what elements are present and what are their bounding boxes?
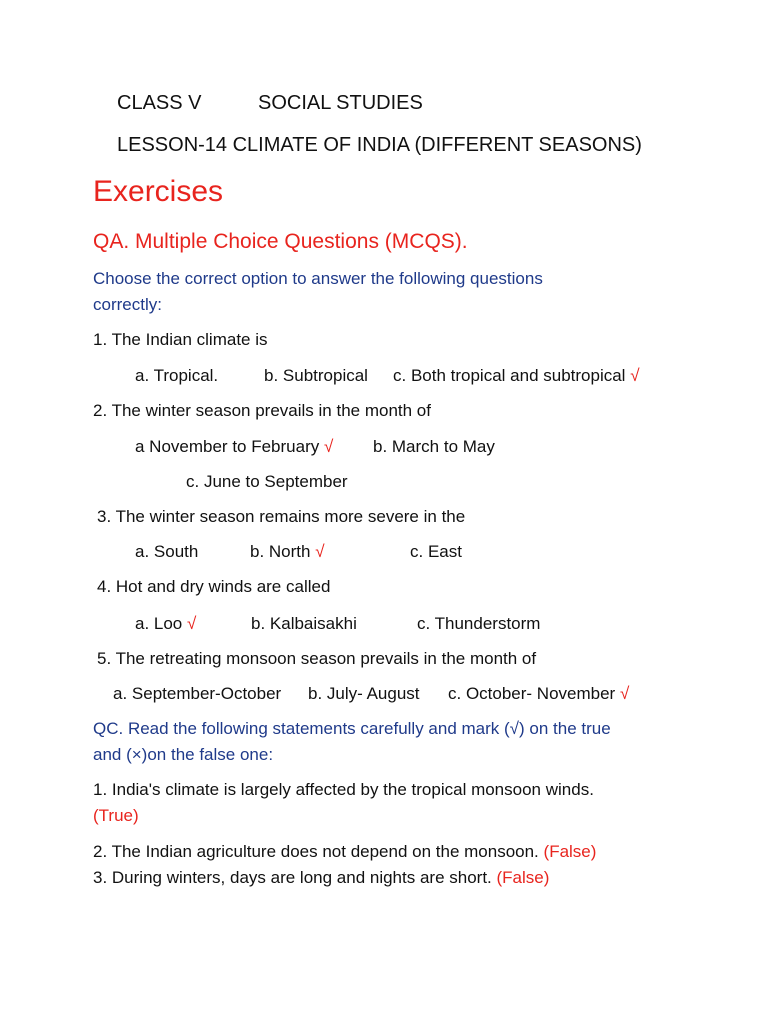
section-a-instruction-cont: correctly: <box>93 295 162 314</box>
q4-option-b: b. Kalbaisakhi <box>251 614 357 633</box>
q2-option-b: b. March to May <box>373 437 495 456</box>
q4-option-a: a. Loo √ <box>135 614 197 633</box>
q2-option-c: c. June to September <box>186 472 348 491</box>
q2-option-a: a November to February √ <box>135 437 334 456</box>
section-c-title: QC. Read the following statements carefully and mark (√) on the true <box>93 719 611 738</box>
question-4: 4. Hot and dry winds are called <box>97 577 331 596</box>
statement-2: 2. The Indian agriculture does not depend on the monsoon. (False) <box>93 842 597 861</box>
check-mark-icon: √ <box>315 542 325 561</box>
exercises-heading: Exercises <box>93 175 224 208</box>
section-a-title: QA. Multiple Choice Questions (MCQS). <box>93 230 468 253</box>
check-mark-icon: √ <box>619 684 630 703</box>
q1-option-a: a. Tropical. <box>135 366 219 385</box>
q1-option-c: c. Both tropical and subtropical √ <box>393 366 640 385</box>
lesson-title: LESSON-14 CLIMATE OF INDIA (DIFFERENT SEASONS) <box>117 134 642 156</box>
section-c-title-cont: and (×)on the false one: <box>93 745 274 764</box>
question-1: 1. The Indian climate is <box>93 330 268 349</box>
check-mark-icon: √ <box>187 614 197 633</box>
class-label: CLASS V <box>117 92 202 114</box>
check-mark-icon: √ <box>323 437 334 456</box>
q3-option-b: b. North √ <box>250 542 325 561</box>
q5-option-a: a. September-October <box>113 684 282 703</box>
q5-option-b: b. July- August <box>308 684 420 703</box>
q5-option-c: c. October- November √ <box>448 684 630 703</box>
q3-option-a: a. South <box>135 542 199 561</box>
section-a-instruction: Choose the correct option to answer the following questions <box>93 269 543 288</box>
q1-option-b: b. Subtropical <box>264 366 368 385</box>
question-5: 5. The retreating monsoon season prevails in the month of <box>97 649 537 668</box>
q3-option-c: c. East <box>410 542 462 561</box>
statement-1: 1. India's climate is largely affected by the tropical monsoon winds. <box>93 780 594 799</box>
statement-2-answer: (False) <box>543 842 597 861</box>
statement-1-answer: (True) <box>93 806 139 825</box>
q4-option-c: c. Thunderstorm <box>417 614 541 633</box>
question-2: 2. The winter season prevails in the month of <box>93 401 431 420</box>
statement-3-answer: (False) <box>496 868 550 887</box>
question-3: 3. The winter season remains more severe in the <box>97 507 466 526</box>
check-mark-icon: √ <box>630 366 640 385</box>
statement-3: 3. During winters, days are long and nights are short. (False) <box>93 868 550 887</box>
subject-label: SOCIAL STUDIES <box>258 92 423 114</box>
